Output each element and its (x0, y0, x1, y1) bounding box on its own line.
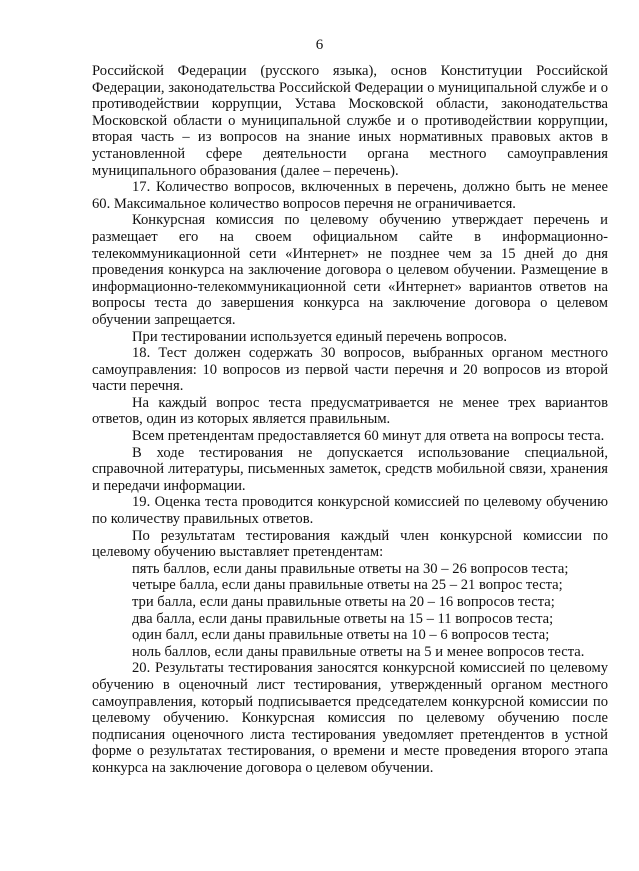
score-line-five: пять баллов, если даны правильные ответы на 30 – 26 вопросов теста; (132, 560, 569, 577)
document-body (92, 63, 608, 777)
score-line-two: два балла, если даны правильные ответы на 15 – 11 вопросов теста; (132, 610, 554, 627)
paragraph-prohibitions: В ходе тестирования не допускается использование специальной, справочной литературы, письменных заметок, средств мобильной связи, хранения и передачи информации. (92, 444, 608, 494)
paragraph-single-list: При тестировании используется единый перечень вопросов. (132, 328, 507, 345)
paragraph-item-20: 20. Результаты тестирования заносятся конкурсной комиссией по целевому обучению в оценочный лист тестирования, утвержденный органом местного самоуправления, который подписывается председателем конкурсной комиссии по целевому обучению. Конкурсная комиссия по целевому обучению после подписания оценочного листа тестирования уведомляет претендентов в устной форме о результатах тестирования, о времени и месте проведения второго этапа конкурса на заключение договора о целевом обучении. (92, 660, 608, 776)
paragraph-time-limit: Всем претендентам предоставляется 60 минут для ответа на вопросы теста. (132, 428, 605, 445)
page-number: 6 (315, 37, 324, 53)
paragraph-answer-variants: На каждый вопрос теста предусматривается не менее трех вариантов ответов, один из которых является правильным. (92, 394, 608, 428)
paragraph-continuation: Российской Федерации (русского языка), основ Конституции Российской Федерации, законодательства Российской Федерации о муниципальной службе и о противодействии коррупции, Устава Московской области, законодательства Московской области о муниципальной службе и о противодействии коррупции, вторая часть – из вопросов на знание иных нормативных правовых актов в установленной сфере деятельности органа местного самоуправления муниципального образования (далее – перечень). (92, 63, 608, 179)
paragraph-item-17: 17. Количество вопросов, включенных в перечень, должно быть не менее 60. Максимальное количество вопросов перечня не ограничивается. (92, 179, 608, 212)
score-line-one: один балл, если даны правильные ответы на 10 – 6 вопросов теста; (132, 627, 550, 644)
paragraph-item-19: 19. Оценка теста проводится конкурсной комиссией по целевому обучению по количеству правильных ответов. (92, 494, 608, 528)
paragraph-scoring-intro: По результатам тестирования каждый член конкурсной комиссии по целевому обучению выставляет претендентам: (92, 527, 608, 561)
score-line-zero: ноль баллов, если даны правильные ответы на 5 и менее вопросов теста. (132, 643, 585, 660)
paragraph-item-18: 18. Тест должен содержать 30 вопросов, выбранных органом местного самоуправления: 10 вопросов из первой части перечня и 20 вопросов из второй части перечня. (92, 345, 608, 395)
score-line-four: четыре балла, если даны правильные ответы на 25 – 21 вопрос теста; (132, 577, 563, 594)
score-line-three: три балла, если даны правильные ответы на 20 – 16 вопросов теста; (132, 594, 555, 610)
paragraph-commission-publication: Конкурсная комиссия по целевому обучению утверждает перечень и размещает его на своем официальном сайте в информационно-телекоммуникационной сети «Интернет» не позднее чем за 15 дней до дня проведения конкурса на заключение договора о целевом обучении. Размещение в информационно-телекоммуникационной сети «Интернет» вариантов ответов на вопросы теста до завершения конкурса на заключение договора о целевом обучении запрещается. (92, 212, 608, 328)
scoring-list (92, 561, 608, 661)
